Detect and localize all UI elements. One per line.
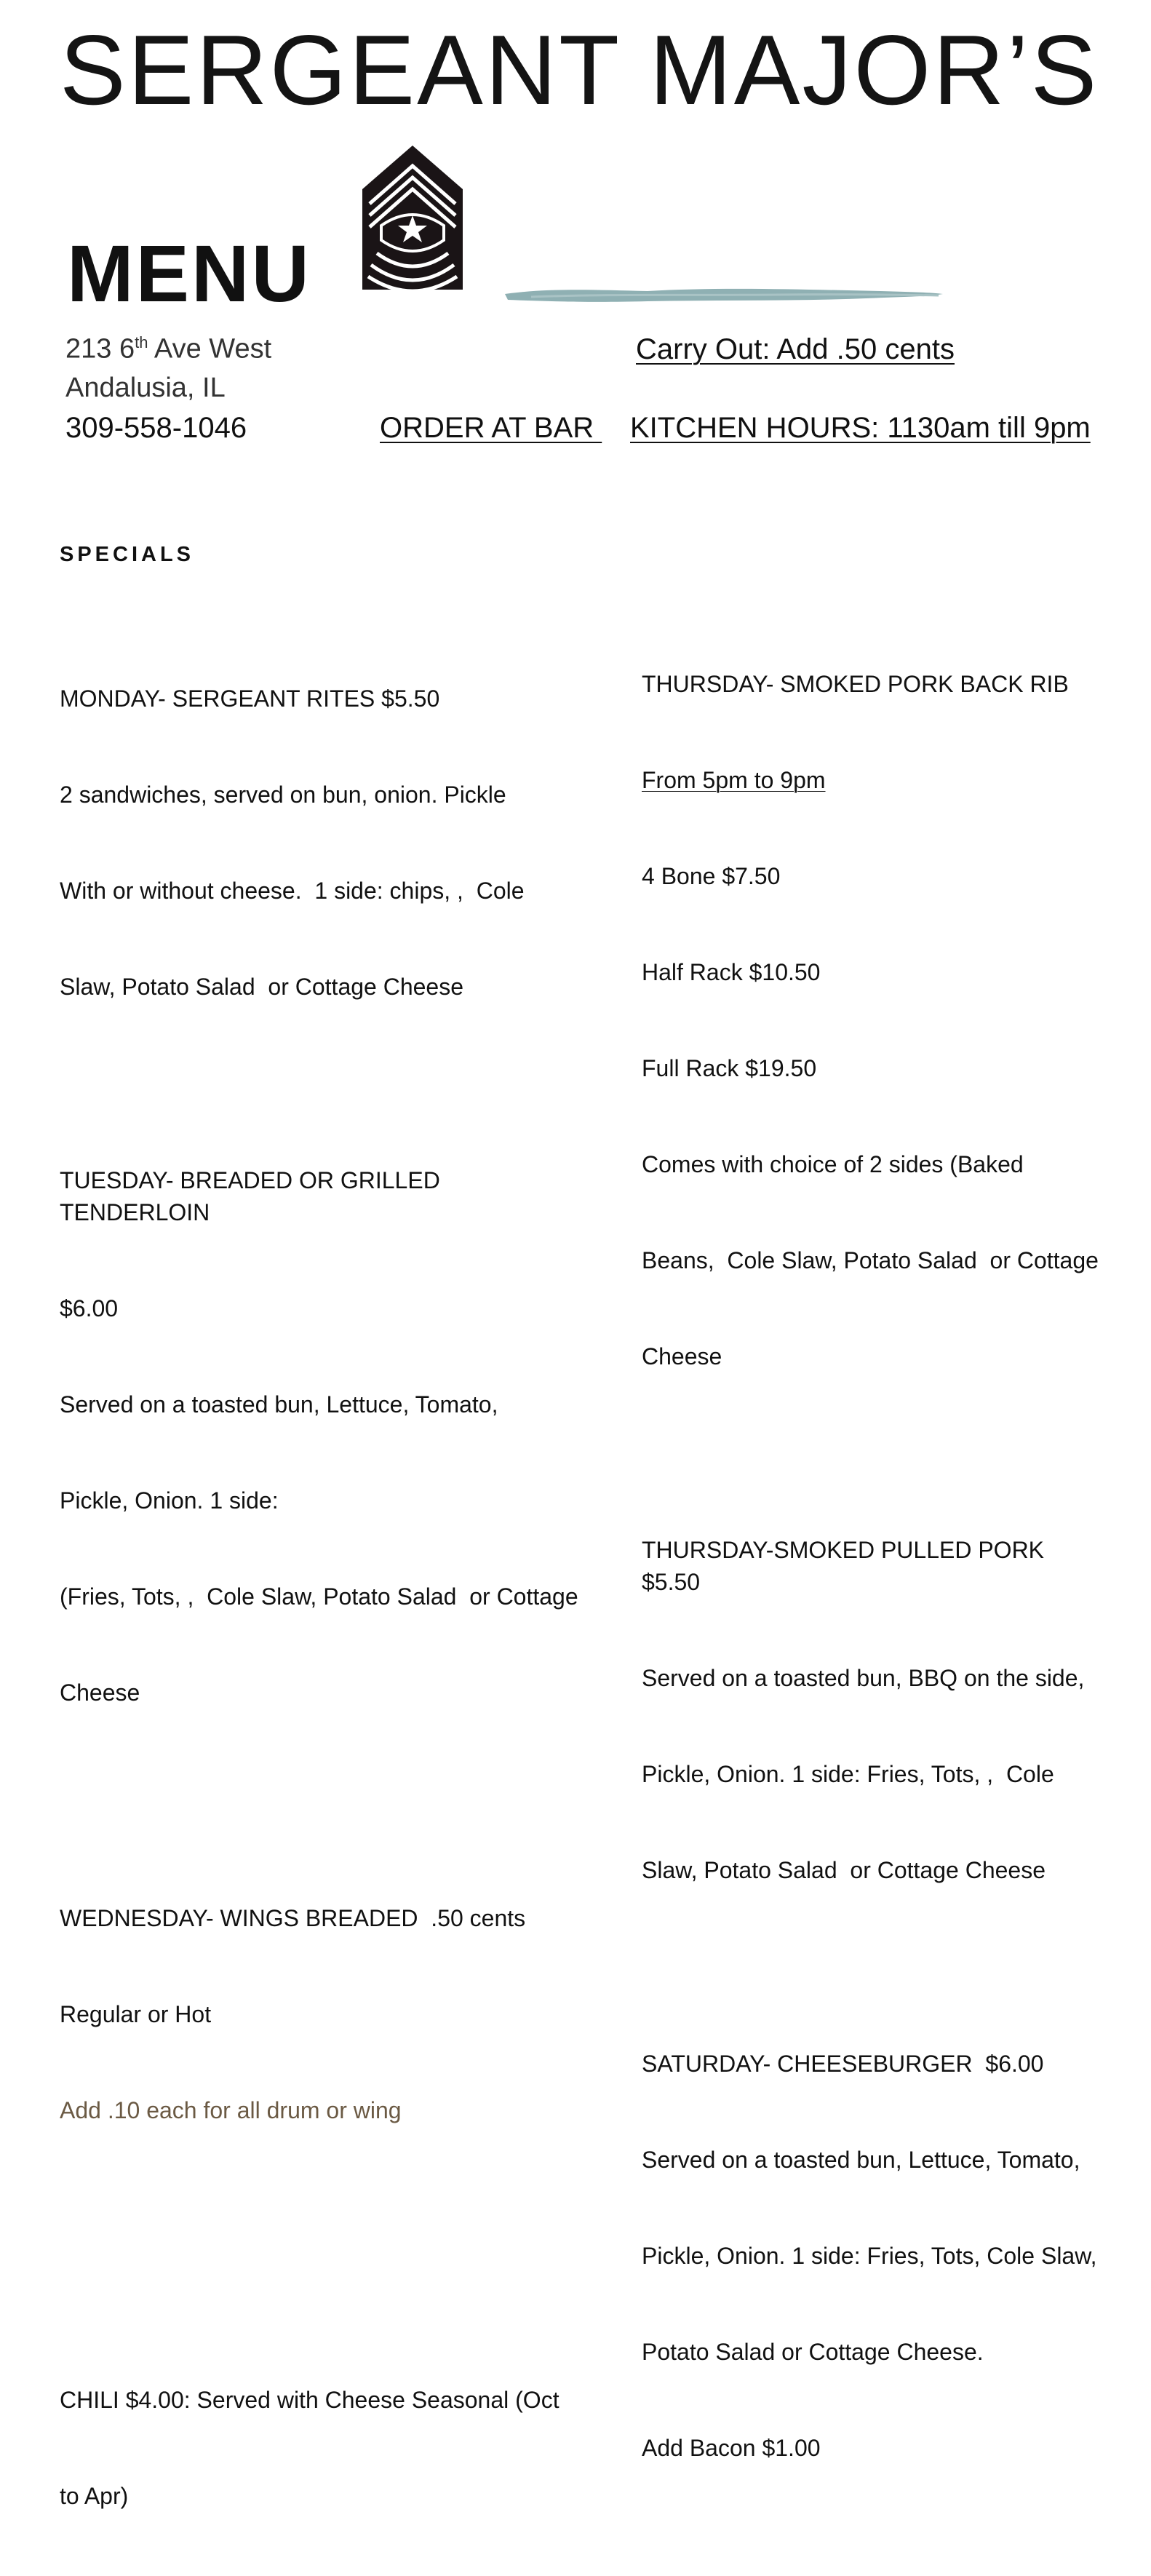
special-line: to Apr) [60,2483,129,2509]
menu-heading: MENU [67,229,311,319]
specials-left-column [60,619,584,2576]
order-at-bar-note: ORDER AT BAR [380,412,602,444]
special-line: Served on a toasted bun, Lettuce, Tomato, [60,1391,498,1418]
special-line: Potato Salad or Cottage Cheese. [642,2339,984,2365]
tuesday-special [60,1100,584,1773]
kitchen-hours: KITCHEN HOURS: 1130am till 9pm [630,412,1091,444]
special-line: Regular or Hot [60,2001,212,2027]
special-line: Pickle, Onion. 1 side: [60,1487,279,1514]
special-line: Slaw, Potato Salad or Cottage Cheese [642,1857,1046,1883]
brush-stroke-decoration [502,282,946,307]
special-title: SATURDAY- CHEESEBURGER $6.00 [642,2051,1044,2077]
phone-number: 309-558-1046 [65,412,247,444]
chili-special [60,2320,584,2576]
special-line: Served on a toasted bun, Lettuce, Tomato, [642,2147,1080,2173]
special-title: MONDAY- SERGEANT RITES $5.50 [60,685,440,712]
special-line: Slaw, Potato Salad or Cottage Cheese [60,974,464,1000]
special-line: Half Rack $10.50 [642,959,821,985]
special-time: From 5pm to 9pm [642,767,826,793]
thursday-ribs-special [642,604,1107,1436]
wednesday-special [60,1838,584,2190]
special-title: WEDNESDAY- WINGS BREADED .50 cents [60,1905,526,1931]
special-title: CHILI $4.00: Served with Cheese Seasonal (Oct [60,2387,559,2413]
special-line: With or without cheese. 1 side: chips, , Cole [60,878,525,904]
special-line: Cheese [642,1343,722,1370]
special-title: TUESDAY- BREADED OR GRILLED TENDERLOIN [60,1167,447,1225]
special-line: Beans, Cole Slaw, Potato Salad or Cottage [642,1247,1099,1273]
carry-out-note: Carry Out: Add .50 cents [636,333,955,365]
monday-special [60,619,584,1067]
address-street: 213 6th Ave West [65,333,272,365]
address-city: Andalusia, IL [65,373,226,403]
special-line: Cheese [60,1679,140,1706]
special-line: Add Bacon $1.00 [642,2435,821,2461]
special-line: Pickle, Onion. 1 side: Fries, Tots, , Cole [642,1761,1054,1787]
special-line: $6.00 [60,1295,119,1321]
special-title: THURSDAY-SMOKED PULLED PORK $5.50 [642,1537,1057,1595]
restaurant-title: SERGEANT MAJOR’S [60,15,1099,125]
special-line: Full Rack $19.50 [642,1055,817,1081]
saturday-special [642,1984,1107,2528]
special-title: THURSDAY- SMOKED PORK BACK RIB [642,671,1069,697]
special-line: (Fries, Tots, , Cole Slaw, Potato Salad or Cottage [60,1583,578,1610]
special-note: Add .10 each for all drum or wing [60,2097,402,2123]
specials-heading: SPECIALS [60,543,195,566]
special-line: Pickle, Onion. 1 side: Fries, Tots, Cole Slaw, [642,2243,1097,2269]
special-line: 2 sandwiches, served on bun, onion. Pickle [60,782,506,808]
special-line: 4 Bone $7.50 [642,863,781,889]
thursday-pulled-pork-special [642,1470,1107,1950]
special-line: Comes with choice of 2 sides (Baked [642,1151,1024,1177]
special-line: Served on a toasted bun, BBQ on the side, [642,1665,1085,1691]
sergeant-major-chevron-icon [361,144,464,293]
specials-right-column [642,604,1107,2528]
